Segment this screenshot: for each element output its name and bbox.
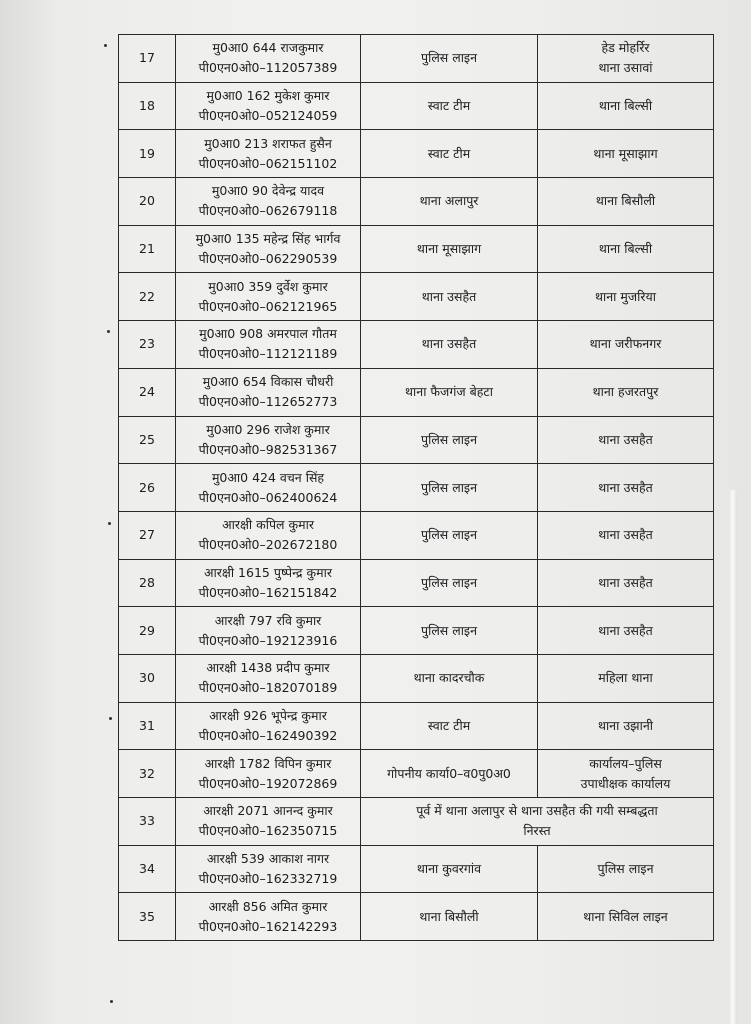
from-posting-cell-line-1: स्वाट टीम (427, 145, 471, 161)
table-row (119, 416, 714, 464)
serial-number (119, 321, 176, 369)
to-posting-cell (538, 559, 714, 607)
employee-name-cell-line-2: पी0एन0ओ0–162490392 (198, 727, 338, 743)
to-posting-cell-line-1: थाना मूसाझाग (593, 145, 658, 161)
to-posting-cell-line-1: थाना बिल्सी (598, 241, 653, 257)
serial-number-line-1: 17 (139, 50, 155, 66)
employee-name-cell-line-2: पी0एन0ओ0–192123916 (198, 632, 338, 648)
employee-name-cell-line-2: पी0एन0ओ0–162332719 (198, 871, 338, 887)
employee-name-cell (176, 464, 361, 512)
from-posting-cell-line-1: पुलिस लाइन (420, 527, 478, 543)
table-row (119, 35, 714, 83)
from-posting-cell-line-1: पुलिस लाइन (420, 431, 478, 447)
serial-number (119, 35, 176, 83)
serial-number (119, 130, 176, 178)
from-posting-cell-line-1: थाना फैजगंज बेहटा (405, 384, 493, 400)
to-posting-cell-line-1: थाना उसहैत (598, 622, 653, 638)
serial-number (119, 511, 176, 559)
from-posting-cell-line-1: थाना उसहैत (421, 288, 477, 304)
to-posting-cell (538, 750, 714, 798)
to-posting-cell-line-1: थाना बिसौली (595, 193, 656, 209)
serial-number (119, 464, 176, 512)
from-posting-cell-line-1: स्वाट टीम (427, 98, 471, 114)
employee-name-cell-line-1: मु0आ0 424 वचन सिंह (211, 469, 325, 485)
employee-name-cell-line-2: पी0एन0ओ0–112057389 (198, 60, 338, 76)
to-posting-cell-line-1: कार्यालय–पुलिस (589, 755, 662, 771)
table-row (119, 845, 714, 893)
employee-name-cell (176, 702, 361, 750)
to-posting-cell-line-1: महिला थाना (598, 670, 653, 686)
table-row (119, 750, 714, 798)
to-posting-cell-line-1: थाना उसहैत (598, 431, 653, 447)
to-posting-cell (538, 845, 714, 893)
from-posting-cell (361, 416, 538, 464)
employee-name-cell (176, 511, 361, 559)
from-posting-cell (361, 607, 538, 655)
serial-number-line-1: 20 (139, 193, 155, 209)
serial-number-line-1: 24 (139, 384, 155, 400)
to-posting-cell (538, 225, 714, 273)
remark-cell-line-2: निरस्त (523, 823, 551, 839)
serial-number (119, 225, 176, 273)
table-row (119, 321, 714, 369)
serial-number (119, 82, 176, 130)
employee-name-cell (176, 178, 361, 226)
from-posting-cell (361, 464, 538, 512)
employee-name-cell-line-2: पी0एन0ओ0–052124059 (198, 108, 338, 124)
to-posting-cell-line-1: थाना उसहैत (598, 574, 653, 590)
from-posting-cell (361, 750, 538, 798)
from-posting-cell (361, 35, 538, 83)
table-row (119, 130, 714, 178)
punch-dot (107, 330, 110, 333)
employee-name-cell (176, 893, 361, 941)
to-posting-cell (538, 82, 714, 130)
employee-name-cell (176, 607, 361, 655)
employee-name-cell-line-1: आरक्षी 1615 पुष्पेन्द्र कुमार (204, 564, 332, 580)
employee-name-cell-line-1: आरक्षी कपिल कुमार (222, 517, 314, 533)
employee-name-cell-line-1: मु0आ0 135 महेन्द्र सिंह भार्गव (195, 231, 341, 247)
from-posting-cell-line-1: थाना मूसाझाग (416, 241, 482, 257)
table-row (119, 702, 714, 750)
employee-name-cell-line-1: मु0आ0 359 दुर्वेश कुमार (208, 278, 328, 294)
serial-number-line-1: 27 (139, 527, 155, 543)
to-posting-cell-line-1: थाना मुजरिया (595, 288, 656, 304)
to-posting-cell (538, 702, 714, 750)
employee-name-cell (176, 321, 361, 369)
serial-number (119, 416, 176, 464)
to-posting-cell-line-1: हेड मोहर्रिर (601, 40, 650, 56)
from-posting-cell-line-1: गोपनीय कार्या0–व0पु0अ0 (387, 765, 511, 781)
serial-number (119, 750, 176, 798)
to-posting-cell (538, 273, 714, 321)
serial-number-line-1: 34 (139, 861, 155, 877)
serial-number-line-1: 30 (139, 670, 155, 686)
employee-name-cell (176, 130, 361, 178)
table-row (119, 368, 714, 416)
employee-name-cell (176, 82, 361, 130)
employee-name-cell-line-2: पी0एन0ओ0–112652773 (198, 394, 338, 410)
employee-name-cell (176, 273, 361, 321)
serial-number-line-1: 21 (139, 241, 155, 257)
to-posting-cell (538, 654, 714, 702)
from-posting-cell-line-1: थाना बिसौली (419, 908, 479, 924)
to-posting-cell (538, 368, 714, 416)
from-posting-cell (361, 130, 538, 178)
employee-name-cell-line-1: आरक्षी 856 अमित कुमार (208, 898, 328, 914)
employee-name-cell-line-2: पी0एन0ओ0–062290539 (198, 251, 338, 267)
from-posting-cell-line-1: थाना कादरचौक (413, 670, 485, 686)
to-posting-cell-line-1: थाना उसहैत (598, 479, 653, 495)
serial-number (119, 559, 176, 607)
to-posting-cell-line-1: थाना सिविल लाइन (583, 908, 668, 924)
to-posting-cell-line-1: थाना जरीफनगर (589, 336, 662, 352)
employee-name-cell-line-2: पी0एन0ओ0–202672180 (198, 537, 338, 553)
table-row (119, 559, 714, 607)
serial-number-line-1: 23 (139, 336, 155, 352)
to-posting-cell (538, 464, 714, 512)
from-posting-cell-line-1: थाना अलापुर (419, 193, 479, 209)
from-posting-cell (361, 559, 538, 607)
transfer-table (118, 34, 714, 941)
from-posting-cell-line-1: पुलिस लाइन (420, 622, 478, 638)
serial-number (119, 893, 176, 941)
from-posting-cell (361, 845, 538, 893)
employee-name-cell-line-2: पी0एन0ओ0–182070189 (198, 680, 338, 696)
employee-name-cell-line-2: पी0एन0ओ0–112121189 (198, 346, 338, 362)
table-row (119, 464, 714, 512)
serial-number-line-1: 33 (139, 813, 155, 829)
from-posting-cell (361, 82, 538, 130)
employee-name-cell-line-1: आरक्षी 797 रवि कुमार (214, 612, 322, 628)
serial-number-line-1: 18 (139, 98, 155, 114)
to-posting-cell (538, 893, 714, 941)
to-posting-cell-line-1: थाना उसहैत (598, 527, 653, 543)
table-row (119, 607, 714, 655)
employee-name-cell-line-2: पी0एन0ओ0–062121965 (198, 298, 338, 314)
serial-number (119, 178, 176, 226)
from-posting-cell-line-1: पुलिस लाइन (420, 574, 478, 590)
to-posting-cell (538, 607, 714, 655)
from-posting-cell-line-1: थाना कुवरगांव (416, 861, 482, 877)
table-row (119, 82, 714, 130)
serial-number (119, 702, 176, 750)
from-posting-cell-line-1: पुलिस लाइन (420, 50, 478, 66)
employee-name-cell-line-2: पी0एन0ओ0–162350715 (198, 823, 338, 839)
table-row (119, 511, 714, 559)
from-posting-cell (361, 511, 538, 559)
employee-name-cell-line-1: मु0आ0 213 शराफत हुसैन (204, 135, 332, 151)
employee-name-cell (176, 35, 361, 83)
punch-dot (109, 717, 112, 720)
remark-cell-line-1: पूर्व में थाना अलापुर से थाना उसहैत की गयी सम्बद्धता (416, 803, 658, 819)
to-posting-cell (538, 130, 714, 178)
from-posting-cell (361, 178, 538, 226)
to-posting-cell-line-1: थाना बिल्सी (598, 98, 653, 114)
to-posting-cell (538, 416, 714, 464)
employee-name-cell (176, 798, 361, 846)
from-posting-cell (361, 893, 538, 941)
to-posting-cell-line-2: उपाधीक्षक कार्यालय (580, 775, 671, 791)
from-posting-cell (361, 702, 538, 750)
employee-name-cell (176, 225, 361, 273)
serial-number-line-1: 19 (139, 145, 155, 161)
serial-number-line-1: 25 (139, 431, 155, 447)
to-posting-cell-line-2: थाना उसावां (598, 60, 653, 76)
employee-name-cell-line-1: मु0आ0 162 मुकेश कुमार (206, 88, 330, 104)
employee-name-cell (176, 416, 361, 464)
from-posting-cell (361, 368, 538, 416)
serial-number (119, 798, 176, 846)
serial-number-line-1: 28 (139, 574, 155, 590)
employee-name-cell-line-1: आरक्षी 539 आकाश नागर (206, 851, 330, 867)
employee-name-cell (176, 368, 361, 416)
to-posting-cell (538, 35, 714, 83)
table-row (119, 178, 714, 226)
employee-name-cell-line-1: मु0आ0 90 देवेन्द्र यादव (211, 183, 325, 199)
employee-name-cell-line-2: पी0एन0ओ0–192072869 (198, 775, 338, 791)
serial-number (119, 845, 176, 893)
table-row (119, 273, 714, 321)
employee-name-cell-line-1: आरक्षी 2071 आनन्द कुमार (203, 803, 333, 819)
employee-name-cell-line-1: आरक्षी 926 भूपेन्द्र कुमार (209, 707, 327, 723)
employee-name-cell-line-2: पी0एन0ओ0–162142293 (198, 918, 338, 934)
serial-number-line-1: 35 (139, 908, 155, 924)
employee-name-cell-line-1: मु0आ0 296 राजेश कुमार (206, 421, 330, 437)
serial-number (119, 273, 176, 321)
from-posting-cell (361, 321, 538, 369)
employee-name-cell (176, 654, 361, 702)
to-posting-cell-line-1: थाना उझानी (597, 717, 654, 733)
serial-number (119, 654, 176, 702)
remark-cell (361, 798, 714, 846)
punch-dot (108, 522, 111, 525)
employee-name-cell-line-2: पी0एन0ओ0–062151102 (198, 155, 338, 171)
employee-name-cell (176, 845, 361, 893)
serial-number-line-1: 29 (139, 622, 155, 638)
employee-name-cell (176, 559, 361, 607)
employee-name-cell-line-2: पी0एन0ओ0–062400624 (198, 489, 338, 505)
table-row (119, 893, 714, 941)
employee-name-cell-line-1: मु0आ0 644 राजकुमार (212, 40, 324, 56)
serial-number-line-1: 32 (139, 765, 155, 781)
punch-dot (110, 1000, 113, 1003)
to-posting-cell (538, 178, 714, 226)
employee-name-cell-line-2: पी0एन0ओ0–162151842 (198, 584, 338, 600)
serial-number-line-1: 22 (139, 288, 155, 304)
employee-name-cell-line-1: मु0आ0 654 विकास चौधरी (202, 374, 334, 390)
from-posting-cell-line-1: थाना उसहैत (421, 336, 477, 352)
to-posting-cell (538, 511, 714, 559)
serial-number-line-1: 31 (139, 717, 155, 733)
to-posting-cell (538, 321, 714, 369)
from-posting-cell-line-1: स्वाट टीम (427, 717, 471, 733)
employee-name-cell-line-1: आरक्षी 1782 विपिन कुमार (204, 755, 332, 771)
serial-number (119, 607, 176, 655)
punch-dot (104, 44, 107, 47)
to-posting-cell-line-1: पुलिस लाइन (597, 861, 654, 877)
table-row (119, 225, 714, 273)
serial-number (119, 368, 176, 416)
from-posting-cell (361, 654, 538, 702)
to-posting-cell-line-1: थाना हजरतपुर (592, 384, 659, 400)
from-posting-cell-line-1: पुलिस लाइन (420, 479, 478, 495)
serial-number-line-1: 26 (139, 479, 155, 495)
employee-name-cell-line-2: पी0एन0ओ0–062679118 (198, 203, 338, 219)
employee-name-cell-line-1: आरक्षी 1438 प्रदीप कुमार (206, 660, 330, 676)
from-posting-cell (361, 273, 538, 321)
employee-name-cell-line-1: मु0आ0 908 अमरपाल गौतम (199, 326, 337, 342)
from-posting-cell (361, 225, 538, 273)
employee-name-cell (176, 750, 361, 798)
table-row (119, 654, 714, 702)
paper-edge (729, 490, 737, 1024)
table-row (119, 798, 714, 846)
employee-name-cell-line-2: पी0एन0ओ0–982531367 (198, 441, 338, 457)
